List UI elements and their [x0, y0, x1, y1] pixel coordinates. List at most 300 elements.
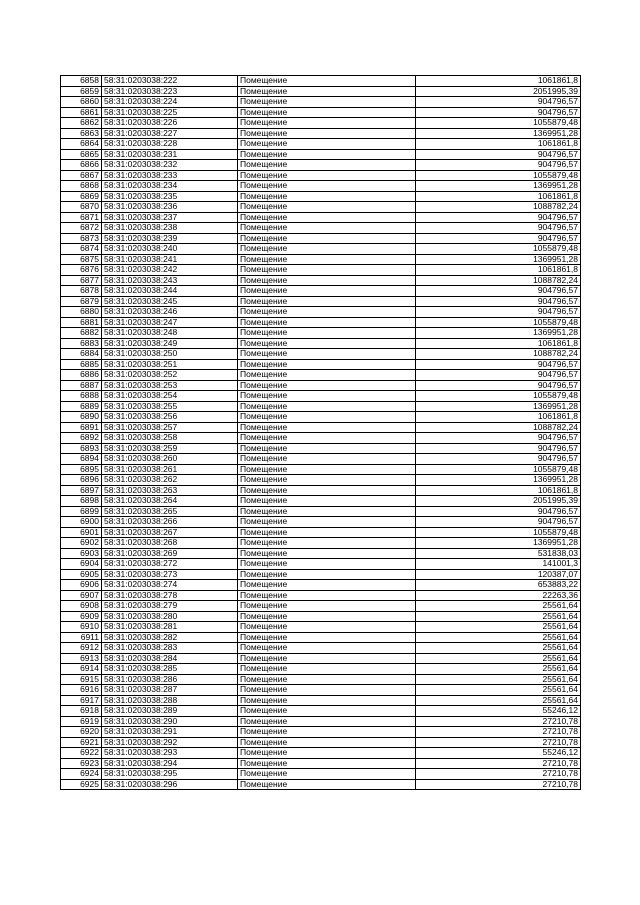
- cadastral-number-cell: 58:31:0203038:225: [102, 107, 238, 118]
- object-type-cell: Помещение: [238, 590, 416, 601]
- object-type-cell: Помещение: [238, 296, 416, 307]
- row-number-cell: 6885: [61, 359, 102, 370]
- cadastral-number-cell: 58:31:0203038:260: [102, 454, 238, 465]
- table-row: [61, 86, 581, 97]
- cadastral-number-cell: 58:31:0203038:250: [102, 349, 238, 360]
- row-number-cell: 6892: [61, 433, 102, 444]
- object-type-cell: Помещение: [238, 391, 416, 402]
- value-cell: 27210,78: [416, 716, 581, 727]
- object-type-cell: Помещение: [238, 517, 416, 528]
- cadastral-number-cell: 58:31:0203038:240: [102, 244, 238, 255]
- value-cell: 904796,57: [416, 223, 581, 234]
- object-type-cell: Помещение: [238, 727, 416, 738]
- row-number-cell: 6914: [61, 664, 102, 675]
- object-type-cell: Помещение: [238, 464, 416, 475]
- value-cell: 1369951,28: [416, 328, 581, 339]
- table-row: [61, 76, 581, 87]
- cadastral-number-cell: 58:31:0203038:253: [102, 380, 238, 391]
- value-cell: 904796,57: [416, 307, 581, 318]
- table-row: [61, 254, 581, 265]
- value-cell: 1369951,28: [416, 181, 581, 192]
- object-type-cell: Помещение: [238, 695, 416, 706]
- table-row: [61, 107, 581, 118]
- table-row: [61, 748, 581, 759]
- cadastral-number-cell: 58:31:0203038:295: [102, 769, 238, 780]
- value-cell: 27210,78: [416, 727, 581, 738]
- table-row: [61, 737, 581, 748]
- value-cell: 1061861,8: [416, 139, 581, 150]
- row-number-cell: 6862: [61, 118, 102, 129]
- table-row: [61, 328, 581, 339]
- value-cell: 1055879,48: [416, 527, 581, 538]
- object-type-cell: Помещение: [238, 86, 416, 97]
- value-cell: 27210,78: [416, 758, 581, 769]
- cadastral-number-cell: 58:31:0203038:262: [102, 475, 238, 486]
- cadastral-number-cell: 58:31:0203038:266: [102, 517, 238, 528]
- cadastral-number-cell: 58:31:0203038:242: [102, 265, 238, 276]
- cadastral-number-cell: 58:31:0203038:292: [102, 737, 238, 748]
- cadastral-number-cell: 58:31:0203038:283: [102, 643, 238, 654]
- cadastral-number-cell: 58:31:0203038:224: [102, 97, 238, 108]
- object-type-cell: Помещение: [238, 433, 416, 444]
- object-type-cell: Помещение: [238, 706, 416, 717]
- value-cell: 25561,64: [416, 653, 581, 664]
- cadastral-number-cell: 58:31:0203038:236: [102, 202, 238, 213]
- table-row: [61, 601, 581, 612]
- table-row: [61, 706, 581, 717]
- document-page: [60, 75, 580, 790]
- row-number-cell: 6876: [61, 265, 102, 276]
- cadastral-number-cell: 58:31:0203038:255: [102, 401, 238, 412]
- table-row: [61, 632, 581, 643]
- object-type-cell: Помещение: [238, 527, 416, 538]
- table-row: [61, 233, 581, 244]
- row-number-cell: 6879: [61, 296, 102, 307]
- value-cell: 904796,57: [416, 107, 581, 118]
- object-type-cell: Помещение: [238, 338, 416, 349]
- cadastral-number-cell: 58:31:0203038:293: [102, 748, 238, 759]
- value-cell: 904796,57: [416, 433, 581, 444]
- object-type-cell: Помещение: [238, 212, 416, 223]
- object-type-cell: Помещение: [238, 632, 416, 643]
- value-cell: 1088782,24: [416, 275, 581, 286]
- object-type-cell: Помещение: [238, 580, 416, 591]
- object-type-cell: Помещение: [238, 538, 416, 549]
- value-cell: 904796,57: [416, 370, 581, 381]
- object-type-cell: Помещение: [238, 107, 416, 118]
- cadastral-number-cell: 58:31:0203038:289: [102, 706, 238, 717]
- cadastral-number-cell: 58:31:0203038:264: [102, 496, 238, 507]
- table-row: [61, 727, 581, 738]
- table-row: [61, 170, 581, 181]
- row-number-cell: 6911: [61, 632, 102, 643]
- object-type-cell: Помещение: [238, 622, 416, 633]
- object-type-cell: Помещение: [238, 758, 416, 769]
- value-cell: 25561,64: [416, 622, 581, 633]
- value-cell: 1369951,28: [416, 254, 581, 265]
- row-number-cell: 6859: [61, 86, 102, 97]
- cadastral-number-cell: 58:31:0203038:231: [102, 149, 238, 160]
- object-type-cell: Помещение: [238, 97, 416, 108]
- object-type-cell: Помещение: [238, 653, 416, 664]
- table-row: [61, 401, 581, 412]
- object-type-cell: Помещение: [238, 307, 416, 318]
- cadastral-number-cell: 58:31:0203038:267: [102, 527, 238, 538]
- row-number-cell: 6888: [61, 391, 102, 402]
- table-row: [61, 779, 581, 790]
- table-body: [61, 76, 581, 790]
- table-row: [61, 149, 581, 160]
- value-cell: 1055879,48: [416, 391, 581, 402]
- value-cell: 1061861,8: [416, 338, 581, 349]
- cadastral-number-cell: 58:31:0203038:227: [102, 128, 238, 139]
- row-number-cell: 6920: [61, 727, 102, 738]
- row-number-cell: 6882: [61, 328, 102, 339]
- cadastral-number-cell: 58:31:0203038:259: [102, 443, 238, 454]
- object-type-cell: Помещение: [238, 601, 416, 612]
- row-number-cell: 6875: [61, 254, 102, 265]
- object-type-cell: Помещение: [238, 496, 416, 507]
- row-number-cell: 6873: [61, 233, 102, 244]
- row-number-cell: 6902: [61, 538, 102, 549]
- table-row: [61, 485, 581, 496]
- row-number-cell: 6915: [61, 674, 102, 685]
- object-type-cell: Помещение: [238, 170, 416, 181]
- value-cell: 141001,3: [416, 559, 581, 570]
- value-cell: 1369951,28: [416, 401, 581, 412]
- cadastral-number-cell: 58:31:0203038:237: [102, 212, 238, 223]
- value-cell: 904796,57: [416, 233, 581, 244]
- table-row: [61, 769, 581, 780]
- value-cell: 1055879,48: [416, 317, 581, 328]
- value-cell: 25561,64: [416, 643, 581, 654]
- table-row: [61, 695, 581, 706]
- row-number-cell: 6878: [61, 286, 102, 297]
- row-number-cell: 6899: [61, 506, 102, 517]
- cadastral-number-cell: 58:31:0203038:261: [102, 464, 238, 475]
- value-cell: 1088782,24: [416, 202, 581, 213]
- cadastral-number-cell: 58:31:0203038:238: [102, 223, 238, 234]
- row-number-cell: 6909: [61, 611, 102, 622]
- cadastral-number-cell: 58:31:0203038:252: [102, 370, 238, 381]
- row-number-cell: 6898: [61, 496, 102, 507]
- cadastral-number-cell: 58:31:0203038:241: [102, 254, 238, 265]
- object-type-cell: Помещение: [238, 265, 416, 276]
- table-row: [61, 181, 581, 192]
- table-row: [61, 265, 581, 276]
- table-row: [61, 118, 581, 129]
- cadastral-number-cell: 58:31:0203038:254: [102, 391, 238, 402]
- value-cell: 904796,57: [416, 97, 581, 108]
- table-row: [61, 160, 581, 171]
- row-number-cell: 6913: [61, 653, 102, 664]
- row-number-cell: 6897: [61, 485, 102, 496]
- object-type-cell: Помещение: [238, 370, 416, 381]
- row-number-cell: 6912: [61, 643, 102, 654]
- value-cell: 1088782,24: [416, 422, 581, 433]
- object-type-cell: Помещение: [238, 359, 416, 370]
- row-number-cell: 6867: [61, 170, 102, 181]
- table-row: [61, 349, 581, 360]
- object-type-cell: Помещение: [238, 674, 416, 685]
- cadastral-number-cell: 58:31:0203038:257: [102, 422, 238, 433]
- row-number-cell: 6891: [61, 422, 102, 433]
- value-cell: 25561,64: [416, 685, 581, 696]
- object-type-cell: Помещение: [238, 328, 416, 339]
- value-cell: 904796,57: [416, 443, 581, 454]
- row-number-cell: 6864: [61, 139, 102, 150]
- cadastral-number-cell: 58:31:0203038:282: [102, 632, 238, 643]
- value-cell: 1369951,28: [416, 128, 581, 139]
- table-row: [61, 433, 581, 444]
- object-type-cell: Помещение: [238, 349, 416, 360]
- cadastral-number-cell: 58:31:0203038:268: [102, 538, 238, 549]
- row-number-cell: 6919: [61, 716, 102, 727]
- object-type-cell: Помещение: [238, 181, 416, 192]
- row-number-cell: 6884: [61, 349, 102, 360]
- object-type-cell: Помещение: [238, 244, 416, 255]
- table-row: [61, 422, 581, 433]
- table-row: [61, 391, 581, 402]
- cadastral-number-cell: 58:31:0203038:248: [102, 328, 238, 339]
- table-row: [61, 223, 581, 234]
- value-cell: 904796,57: [416, 149, 581, 160]
- object-type-cell: Помещение: [238, 202, 416, 213]
- object-type-cell: Помещение: [238, 643, 416, 654]
- value-cell: 1055879,48: [416, 464, 581, 475]
- cadastral-number-cell: 58:31:0203038:269: [102, 548, 238, 559]
- object-type-cell: Помещение: [238, 443, 416, 454]
- table-row: [61, 548, 581, 559]
- table-row: [61, 506, 581, 517]
- value-cell: 25561,64: [416, 695, 581, 706]
- value-cell: 1369951,28: [416, 475, 581, 486]
- object-type-cell: Помещение: [238, 412, 416, 423]
- value-cell: 653883,22: [416, 580, 581, 591]
- cadastral-number-cell: 58:31:0203038:222: [102, 76, 238, 87]
- cadastral-number-cell: 58:31:0203038:243: [102, 275, 238, 286]
- cadastral-number-cell: 58:31:0203038:294: [102, 758, 238, 769]
- object-type-cell: Помещение: [238, 76, 416, 87]
- table-row: [61, 559, 581, 570]
- value-cell: 904796,57: [416, 380, 581, 391]
- table-row: [61, 475, 581, 486]
- table-row: [61, 307, 581, 318]
- object-type-cell: Помещение: [238, 254, 416, 265]
- value-cell: 1061861,8: [416, 76, 581, 87]
- cadastral-number-cell: 58:31:0203038:296: [102, 779, 238, 790]
- row-number-cell: 6889: [61, 401, 102, 412]
- value-cell: 904796,57: [416, 286, 581, 297]
- value-cell: 2051995,39: [416, 496, 581, 507]
- cadastral-number-cell: 58:31:0203038:226: [102, 118, 238, 129]
- object-type-cell: Помещение: [238, 685, 416, 696]
- object-type-cell: Помещение: [238, 118, 416, 129]
- cadastral-number-cell: 58:31:0203038:234: [102, 181, 238, 192]
- object-type-cell: Помещение: [238, 716, 416, 727]
- value-cell: 1055879,48: [416, 170, 581, 181]
- cadastral-number-cell: 58:31:0203038:251: [102, 359, 238, 370]
- table-row: [61, 716, 581, 727]
- row-number-cell: 6910: [61, 622, 102, 633]
- object-type-cell: Помещение: [238, 569, 416, 580]
- value-cell: 25561,64: [416, 611, 581, 622]
- cadastral-number-cell: 58:31:0203038:278: [102, 590, 238, 601]
- cadastral-number-cell: 58:31:0203038:280: [102, 611, 238, 622]
- row-number-cell: 6881: [61, 317, 102, 328]
- object-type-cell: Помещение: [238, 160, 416, 171]
- row-number-cell: 6901: [61, 527, 102, 538]
- table-row: [61, 97, 581, 108]
- value-cell: 27210,78: [416, 737, 581, 748]
- row-number-cell: 6887: [61, 380, 102, 391]
- row-number-cell: 6925: [61, 779, 102, 790]
- object-type-cell: Помещение: [238, 559, 416, 570]
- value-cell: 904796,57: [416, 506, 581, 517]
- table-row: [61, 380, 581, 391]
- object-type-cell: Помещение: [238, 149, 416, 160]
- row-number-cell: 6871: [61, 212, 102, 223]
- object-type-cell: Помещение: [238, 748, 416, 759]
- table-row: [61, 653, 581, 664]
- row-number-cell: 6916: [61, 685, 102, 696]
- row-number-cell: 6905: [61, 569, 102, 580]
- cadastral-number-cell: 58:31:0203038:258: [102, 433, 238, 444]
- cadastral-number-cell: 58:31:0203038:256: [102, 412, 238, 423]
- cadastral-number-cell: 58:31:0203038:279: [102, 601, 238, 612]
- object-type-cell: Помещение: [238, 506, 416, 517]
- row-number-cell: 6880: [61, 307, 102, 318]
- table-row: [61, 139, 581, 150]
- value-cell: 1061861,8: [416, 485, 581, 496]
- cadastral-number-cell: 58:31:0203038:284: [102, 653, 238, 664]
- object-type-cell: Помещение: [238, 139, 416, 150]
- row-number-cell: 6869: [61, 191, 102, 202]
- row-number-cell: 6917: [61, 695, 102, 706]
- row-number-cell: 6903: [61, 548, 102, 559]
- row-number-cell: 6918: [61, 706, 102, 717]
- row-number-cell: 6865: [61, 149, 102, 160]
- cadastral-number-cell: 58:31:0203038:285: [102, 664, 238, 675]
- value-cell: 904796,57: [416, 454, 581, 465]
- object-type-cell: Помещение: [238, 485, 416, 496]
- object-type-cell: Помещение: [238, 233, 416, 244]
- row-number-cell: 6924: [61, 769, 102, 780]
- row-number-cell: 6868: [61, 181, 102, 192]
- cadastral-number-cell: 58:31:0203038:265: [102, 506, 238, 517]
- table-row: [61, 496, 581, 507]
- value-cell: 1061861,8: [416, 191, 581, 202]
- cadastral-number-cell: 58:31:0203038:273: [102, 569, 238, 580]
- row-number-cell: 6877: [61, 275, 102, 286]
- row-number-cell: 6908: [61, 601, 102, 612]
- row-number-cell: 6866: [61, 160, 102, 171]
- value-cell: 1369951,28: [416, 538, 581, 549]
- row-number-cell: 6872: [61, 223, 102, 234]
- cadastral-table: [60, 75, 581, 790]
- cadastral-number-cell: 58:31:0203038:291: [102, 727, 238, 738]
- cadastral-number-cell: 58:31:0203038:290: [102, 716, 238, 727]
- table-row: [61, 611, 581, 622]
- cadastral-number-cell: 58:31:0203038:223: [102, 86, 238, 97]
- value-cell: 1061861,8: [416, 412, 581, 423]
- table-row: [61, 538, 581, 549]
- table-row: [61, 443, 581, 454]
- object-type-cell: Помещение: [238, 191, 416, 202]
- value-cell: 904796,57: [416, 160, 581, 171]
- row-number-cell: 6886: [61, 370, 102, 381]
- row-number-cell: 6860: [61, 97, 102, 108]
- object-type-cell: Помещение: [238, 275, 416, 286]
- value-cell: 55246,12: [416, 706, 581, 717]
- object-type-cell: Помещение: [238, 779, 416, 790]
- object-type-cell: Помещение: [238, 380, 416, 391]
- table-row: [61, 454, 581, 465]
- cadastral-number-cell: 58:31:0203038:239: [102, 233, 238, 244]
- cadastral-number-cell: 58:31:0203038:228: [102, 139, 238, 150]
- table-row: [61, 527, 581, 538]
- cadastral-number-cell: 58:31:0203038:287: [102, 685, 238, 696]
- value-cell: 22263,36: [416, 590, 581, 601]
- table-row: [61, 191, 581, 202]
- table-row: [61, 580, 581, 591]
- table-row: [61, 412, 581, 423]
- object-type-cell: Помещение: [238, 548, 416, 559]
- value-cell: 27210,78: [416, 769, 581, 780]
- table-row: [61, 317, 581, 328]
- row-number-cell: 6895: [61, 464, 102, 475]
- row-number-cell: 6906: [61, 580, 102, 591]
- object-type-cell: Помещение: [238, 454, 416, 465]
- row-number-cell: 6896: [61, 475, 102, 486]
- cadastral-number-cell: 58:31:0203038:274: [102, 580, 238, 591]
- table-row: [61, 674, 581, 685]
- table-row: [61, 359, 581, 370]
- value-cell: 531838,03: [416, 548, 581, 559]
- table-row: [61, 758, 581, 769]
- table-row: [61, 338, 581, 349]
- table-row: [61, 622, 581, 633]
- value-cell: 55246,12: [416, 748, 581, 759]
- object-type-cell: Помещение: [238, 128, 416, 139]
- value-cell: 1061861,8: [416, 265, 581, 276]
- value-cell: 25561,64: [416, 674, 581, 685]
- object-type-cell: Помещение: [238, 664, 416, 675]
- row-number-cell: 6858: [61, 76, 102, 87]
- value-cell: 27210,78: [416, 779, 581, 790]
- cadastral-number-cell: 58:31:0203038:288: [102, 695, 238, 706]
- table-row: [61, 275, 581, 286]
- table-row: [61, 296, 581, 307]
- object-type-cell: Помещение: [238, 611, 416, 622]
- cadastral-number-cell: 58:31:0203038:233: [102, 170, 238, 181]
- table-row: [61, 128, 581, 139]
- row-number-cell: 6893: [61, 443, 102, 454]
- row-number-cell: 6900: [61, 517, 102, 528]
- table-row: [61, 643, 581, 654]
- value-cell: 1088782,24: [416, 349, 581, 360]
- cadastral-number-cell: 58:31:0203038:263: [102, 485, 238, 496]
- cadastral-number-cell: 58:31:0203038:249: [102, 338, 238, 349]
- row-number-cell: 6863: [61, 128, 102, 139]
- cadastral-number-cell: 58:31:0203038:272: [102, 559, 238, 570]
- object-type-cell: Помещение: [238, 475, 416, 486]
- row-number-cell: 6907: [61, 590, 102, 601]
- value-cell: 904796,57: [416, 517, 581, 528]
- value-cell: 25561,64: [416, 632, 581, 643]
- table-row: [61, 664, 581, 675]
- table-row: [61, 202, 581, 213]
